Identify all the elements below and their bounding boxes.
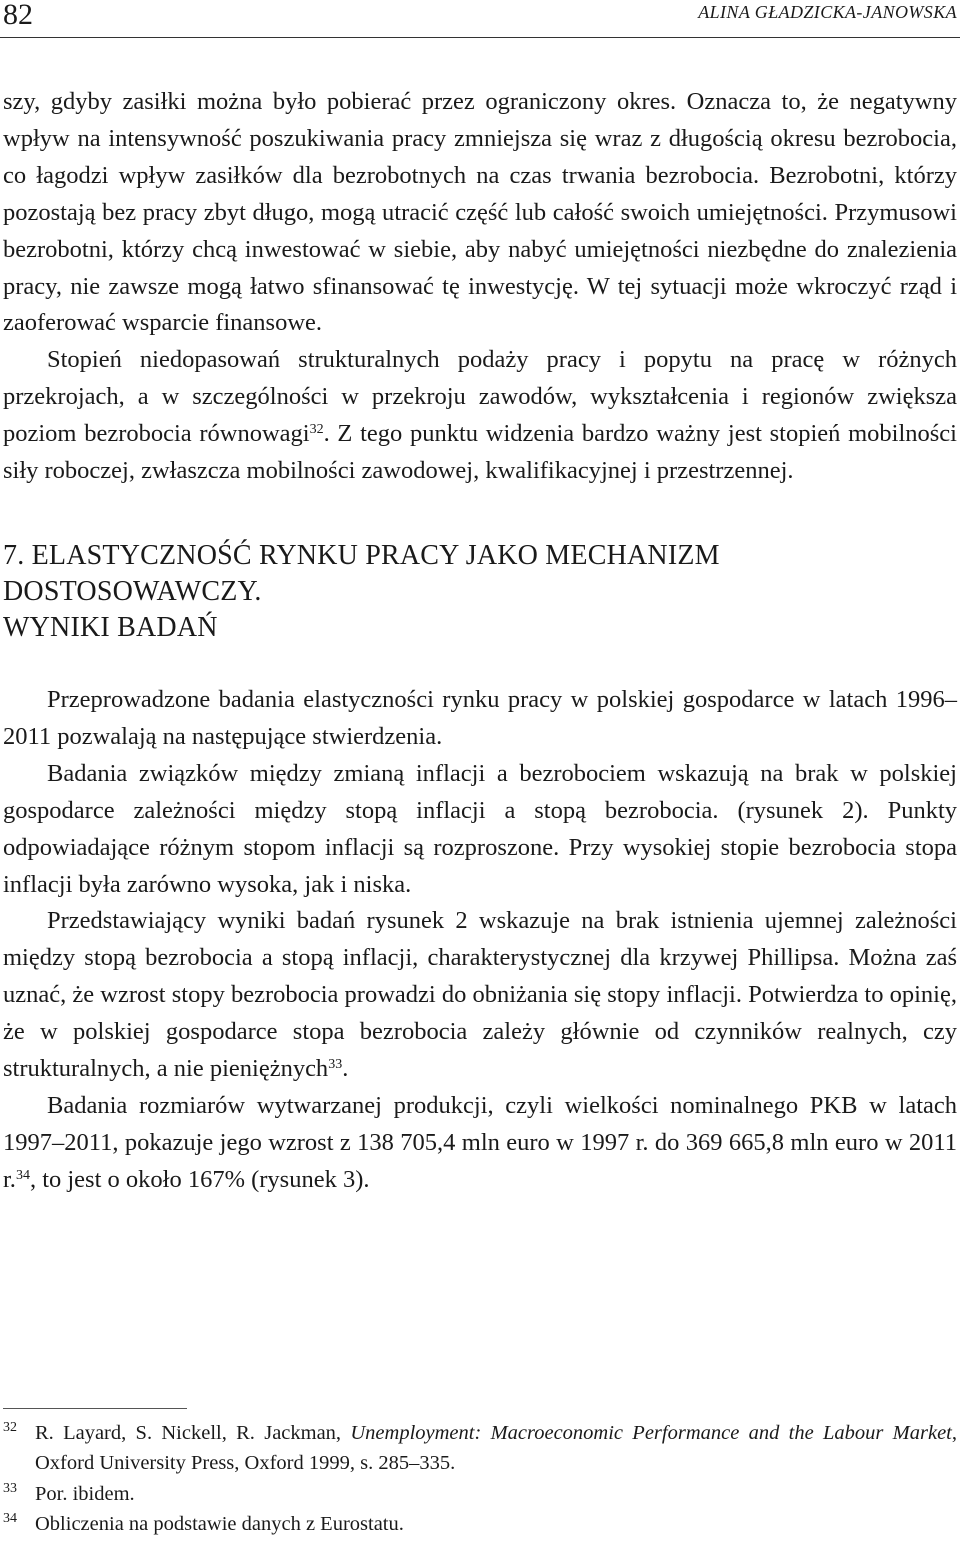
section-title-line-1: 7. ELASTYCZNOŚĆ RYNKU PRACY JAKO MECHANIZM DOSTOSOWAWCZY. xyxy=(3,539,720,607)
running-head-author: ALINA GŁADZICKA-JANOWSKA xyxy=(698,2,957,22)
page-header xyxy=(0,0,960,38)
footnote-ref-34: 34 xyxy=(15,1167,30,1183)
footnotes xyxy=(3,1418,957,1540)
footnote-text: , Oxford University Press, Oxford 1999, s. 285–335. xyxy=(35,1422,957,1475)
footnote-number: 34 xyxy=(3,1511,17,1527)
paragraph-phillips-curve xyxy=(3,903,957,1088)
page-number: 82 xyxy=(3,0,33,31)
section-title xyxy=(3,538,957,646)
footnote-32 xyxy=(3,1418,957,1479)
footnote-text: Obliczenia na podstawie danych z Eurostatu. xyxy=(35,1513,404,1536)
paragraph-continuation: szy, gdyby zasiłki można było pobierać przez ograniczony okres. Oznacza to, że negatywny wpływ na intensywność poszukiwania pracy zmniejsza się wraz z długością okresu bezrobocia, co łagodzi wpływ zasiłków dla bezrobotnych na czas trwania bezrobocia. Bezrobotni, którzy pozostają bez pracy zbyt długo, mogą utracić część lub całość swoich umiejętności. Przymusowi bezrobotni, którzy chcą inwestować w siebie, aby nabyć umiejętności niezbędne do znalezienia pracy, nie zawsze mogą łatwo sfinansować tę inwestycję. W tej sytuacji może wkroczyć rząd i zaoferować wsparcie finansowe. xyxy=(3,88,957,337)
footnote-separator xyxy=(3,1408,187,1409)
paragraph-inflation-unemployment: Badania związków między zmianą inflacji a bezrobociem wskazują na brak w polskiej gospodarce zależności między stopą inflacji a stopą bezrobocia. (rysunek 2). Punkty odpowiadające różnym stopom inflacji są rozproszone. Przy wysokiej stopie bezrobocia stopa inflacji była zarówno wysoka, jak i niska. xyxy=(3,759,957,898)
footnote-ref-32: 32 xyxy=(309,422,324,438)
footnote-text: R. Layard, S. Nickell, R. Jackman, xyxy=(35,1422,351,1444)
paragraph-findings-intro: Przeprowadzone badania elastyczności rynku pracy w polskiej gospodarce w latach 1996–2011 pozwalają na następujące stwierdzenia. xyxy=(3,685,957,750)
section-title-line-2: WYNIKI BADAŃ xyxy=(3,611,218,643)
footnote-34 xyxy=(3,1509,957,1539)
footnote-text: Por. ibidem. xyxy=(35,1482,135,1505)
paragraph-text: . Z tego punktu widzenia bardzo ważny jest stopień mobilności siły roboczej, zwłaszcza mobilności zawodowej, kwalifikacyjnej i przestrzennej. xyxy=(3,420,957,485)
paragraph-gdp xyxy=(3,1088,957,1199)
paragraph-text: Stopień niedopasowań strukturalnych podaży pracy i popytu na pracę w różnych przekrojach, a w szczególności w przekroju zawodów, wykształcenia i regionów zwiększa poziom bezrobocia równowagi xyxy=(3,346,957,448)
footnote-number: 33 xyxy=(3,1480,17,1496)
paragraph-text: . xyxy=(342,1055,349,1083)
main-text xyxy=(3,84,957,1199)
footnote-book-title: Unemployment: Macroeconomic Performance and the Labour Market xyxy=(350,1422,952,1444)
paragraph-text: Badania rozmiarów wytwarzanej produkcji, czyli wielkości nominalnego PKB w latach 1997–2011, pokazuje jego wzrost z 138 705,4 mln euro w 1997 r. do 369 665,8 mln euro w 2011 r. xyxy=(3,1091,957,1193)
paragraph-structural-mismatch xyxy=(3,342,957,490)
footnote-ref-33: 33 xyxy=(328,1057,343,1073)
paragraph-text: , to jest o około 167% (rysunek 3). xyxy=(29,1165,370,1193)
footnote-number: 32 xyxy=(3,1420,17,1435)
paragraph-text: Przedstawiający wyniki badań rysunek 2 wskazuje na brak istnienia ujemnej zależności między stopą bezrobocia a stopą inflacji, charakterystycznej dla krzywej Phillipsa. Można zaś uznać, że wzrost stopy bezrobocia prowadzi do obniżania się stopy inflacji. Potwierdza to opinię, że w polskiej gospodarce stopa bezrobocia zależy głównie od czynników realnych, czy strukturalnych, a nie pieniężnych xyxy=(3,907,957,1083)
footnote-33 xyxy=(3,1479,957,1509)
